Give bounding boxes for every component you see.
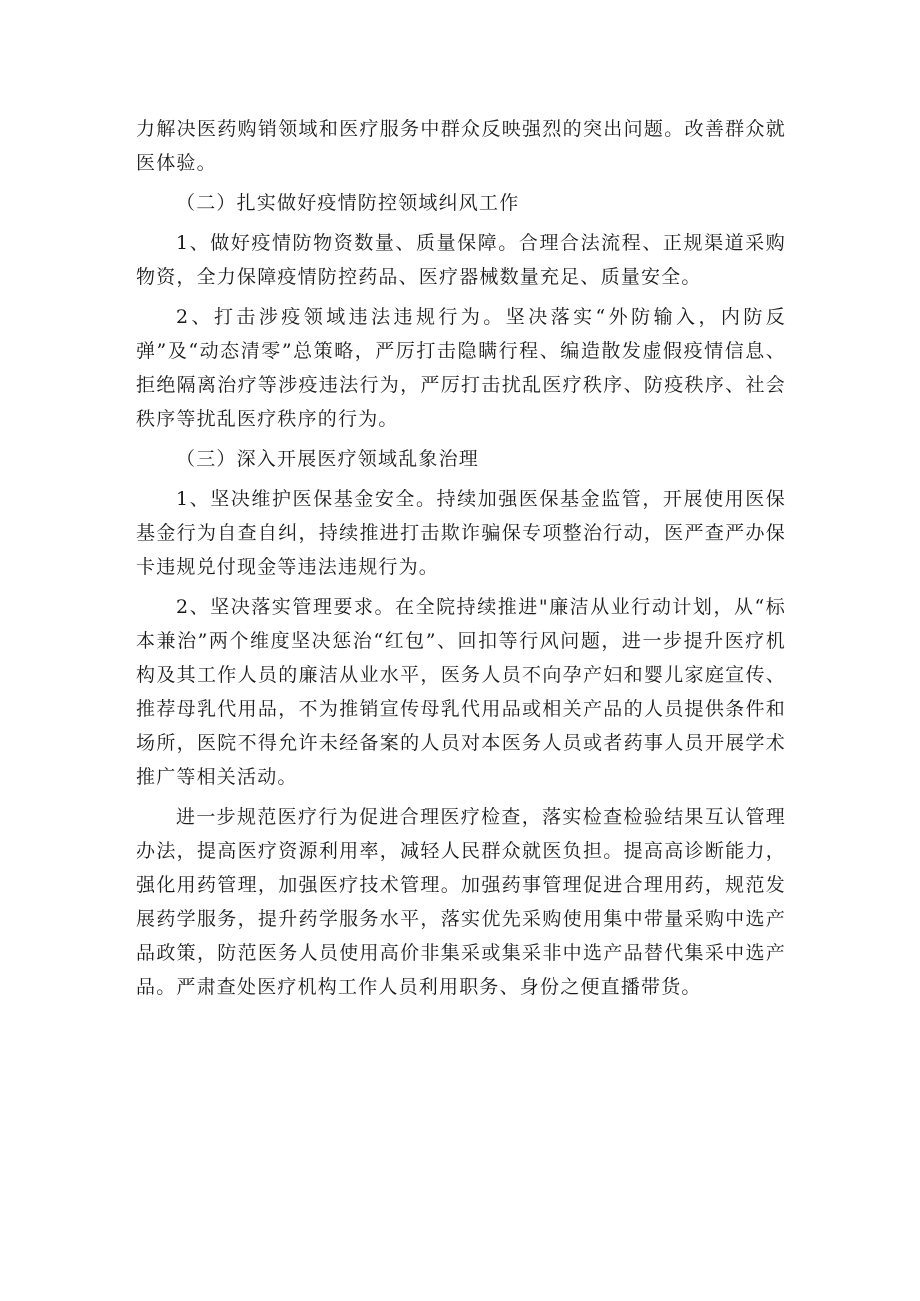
paragraph-2-1: 1、做好疫情防物资数量、质量保障。合理合法流程、正规渠道采购物资，全力保障疫情防控药品、医疗器械数量充足、质量安全。 <box>136 232 786 288</box>
paragraph-3-2: 2、坚决落实管理要求。在全院持续推进"廉洁从业行动计划，从“标本兼治”两个维度坚决惩治“红包”、回扣等行风问题，进一步提升医疗机构及其工作人员的廉洁从业水平，医务人员不向孕产妇和婴儿家庭宣传、推荐母乳代用品，不为推销宣传母乳代用品或相关产品的人员提供条件和场所，医院不得允许未经备案的人员对本医务人员或者药事人员开展学术推广等相关活动。 <box>136 596 786 788</box>
section-heading-3: （三）深入开展医疗领域乱象治理 <box>176 448 480 470</box>
section-heading-2: （二）扎实做好疫情防控领域纠风工作 <box>176 192 520 214</box>
document-page <box>136 112 786 1004</box>
paragraph-4: 进一步规范医疗行为促进合理医疗检查，落实检查检验结果互认管理办法，提高医疗资源利用率，减轻人民群众就医负担。提高高诊断能力，强化用药管理，加强医疗技术管理。加强药事管理促进合理用药，规范发展药学服务，提升药学服务水平，落实优先采购使用集中带量采购中选产品政策，防范医务人员使用高价非集采或集采非中选产品替代集采中选产品。严肃查处医疗机构工作人员利用职务、身份之便直播带货。 <box>136 806 786 998</box>
paragraph-2-2: 2、打击涉疫领域违法违规行为。坚决落实“外防输入，内防反弹”及“动态清零”总策略，严厉打击隐瞒行程、编造散发虚假疫情信息、拒绝隔离治疗等涉疫违法行为，严厉打击扰乱医疗秩序、防疫秩序、社会秩序等扰乱医疗秩序的行为。 <box>136 306 786 430</box>
paragraph-continuation: 力解决医药购销领域和医疗服务中群众反映强烈的突出问题。改善群众就医体验。 <box>136 118 786 174</box>
paragraph-3-1: 1、坚决维护医保基金安全。持续加强医保基金监管，开展使用医保基金行为自查自纠，持续推进打击欺诈骗保专项整治行动，医严查严办保卡违规兑付现金等违法违规行为。 <box>136 488 786 578</box>
